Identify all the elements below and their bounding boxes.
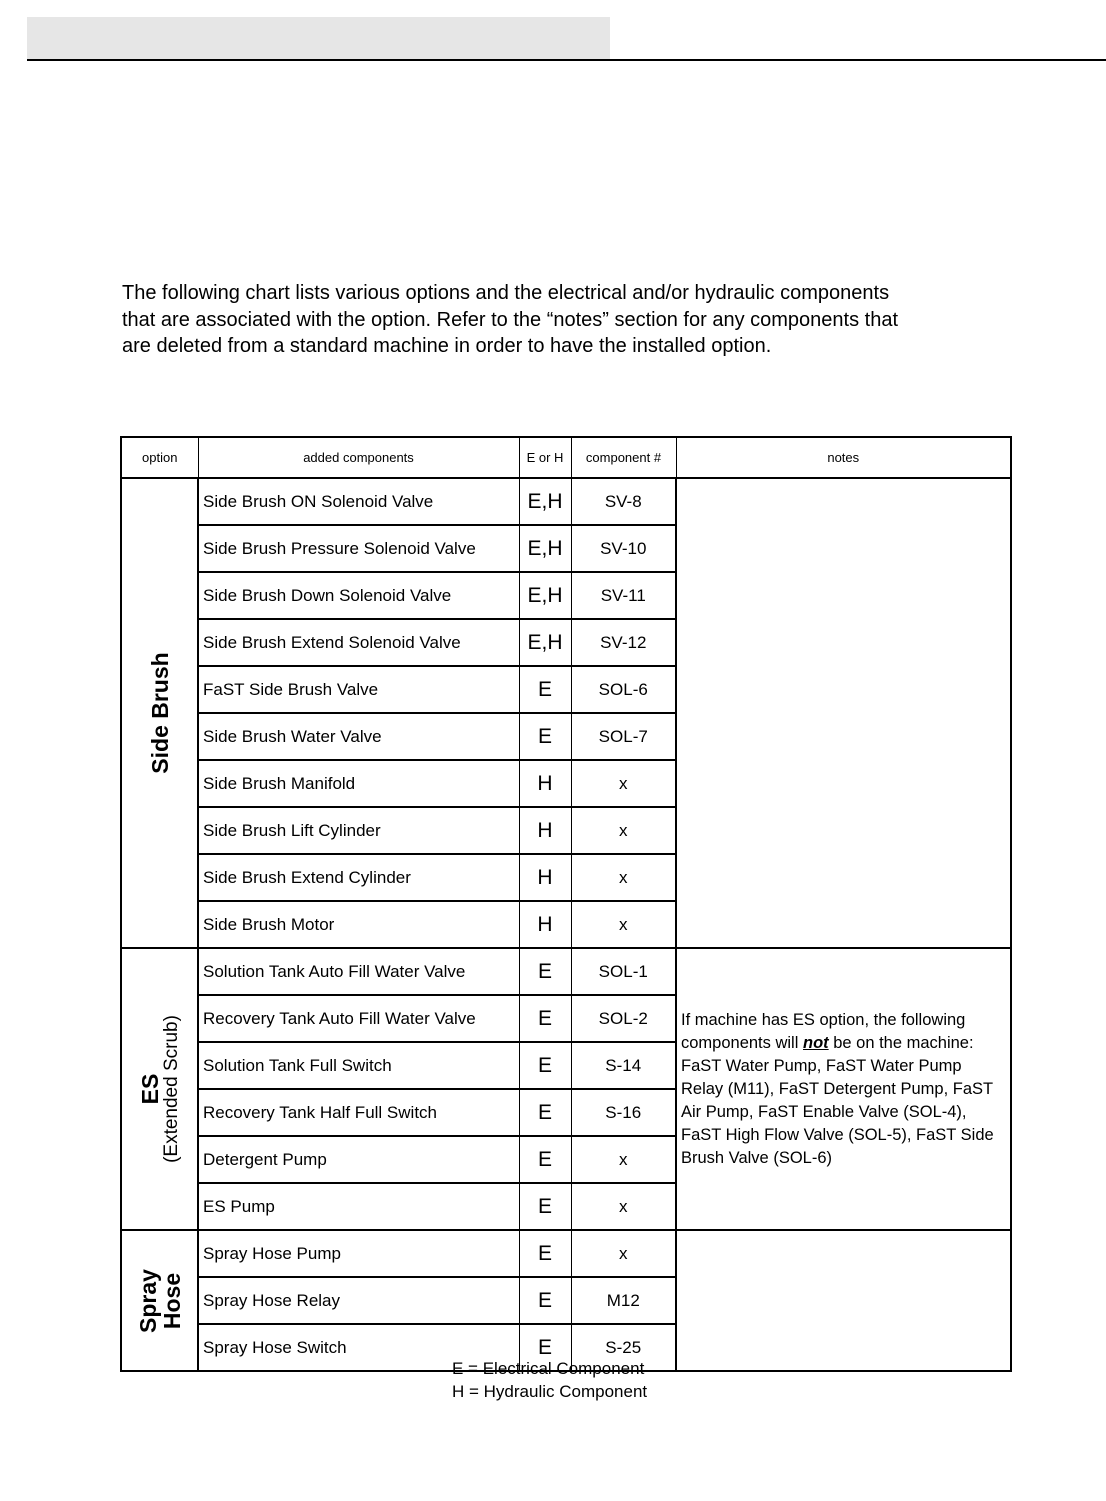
component-number: x bbox=[571, 901, 676, 948]
component-type: E bbox=[519, 948, 571, 995]
component-number: M12 bbox=[571, 1277, 676, 1324]
legend bbox=[452, 1358, 647, 1403]
component-type: E,H bbox=[519, 525, 571, 572]
header-notes: notes bbox=[676, 437, 1011, 478]
intro-line-2: that are associated with the option. Refer to the “notes” section for any components that bbox=[122, 308, 898, 331]
component-name: Side Brush Lift Cylinder bbox=[198, 807, 519, 854]
intro-paragraph bbox=[122, 280, 1022, 360]
component-name: ES Pump bbox=[198, 1183, 519, 1230]
legend-electrical: E = Electrical Component bbox=[452, 1359, 645, 1378]
component-type: E,H bbox=[519, 478, 571, 525]
component-name: Side Brush Extend Cylinder bbox=[198, 854, 519, 901]
component-number: S-25 bbox=[571, 1324, 676, 1371]
component-number: SOL-6 bbox=[571, 666, 676, 713]
component-name: Side Brush ON Solenoid Valve bbox=[198, 478, 519, 525]
component-type: E bbox=[519, 1277, 571, 1324]
header-added-components: added components bbox=[198, 437, 519, 478]
legend-hydraulic: H = Hydraulic Component bbox=[452, 1381, 648, 1401]
component-name: Solution Tank Full Switch bbox=[198, 1042, 519, 1089]
component-name: Solution Tank Auto Fill Water Valve bbox=[198, 948, 519, 995]
notes-emphasis: not bbox=[802, 1033, 829, 1052]
intro-line-1: The following chart lists various options and the electrical and/or hydraulic components bbox=[122, 282, 890, 304]
component-number: x bbox=[571, 1136, 676, 1183]
component-type: H bbox=[519, 854, 571, 901]
component-type: E bbox=[519, 1136, 571, 1183]
table-row bbox=[121, 948, 1011, 995]
component-name: Recovery Tank Half Full Switch bbox=[198, 1089, 519, 1136]
component-number: x bbox=[571, 1183, 676, 1230]
component-number: S-16 bbox=[571, 1089, 676, 1136]
component-name: Side Brush Motor bbox=[198, 901, 519, 948]
option-sublabel: (Extended Scrub) bbox=[160, 1015, 182, 1163]
component-type: H bbox=[519, 807, 571, 854]
table-row bbox=[121, 1230, 1011, 1277]
component-name: Recovery Tank Auto Fill Water Valve bbox=[198, 995, 519, 1042]
option-label-line-2: Hose bbox=[158, 1272, 185, 1329]
component-name: Spray Hose Switch bbox=[198, 1324, 519, 1371]
options-table bbox=[120, 436, 1012, 1372]
component-number: SV-10 bbox=[571, 525, 676, 572]
component-name: Side Brush Manifold bbox=[198, 760, 519, 807]
header-rule bbox=[27, 59, 1106, 61]
component-type: E bbox=[519, 713, 571, 760]
option-es bbox=[121, 948, 198, 1230]
notes-text-part-2: be on the machine: FaST Water Pump, FaST Water Pump Relay (M11), FaST Detergent Pump, FaST Air Pump, FaST Enable Valve (SOL-4), FaST High Flow Valve (SOL-5), FaST Side Brush Valve (SOL-6) bbox=[681, 1033, 994, 1167]
notes-es bbox=[676, 948, 1011, 1230]
option-side-brush bbox=[121, 478, 198, 948]
intro-line-3: are deleted from a standard machine in order to have the installed option. bbox=[122, 335, 772, 357]
option-label: Side Brush bbox=[146, 652, 173, 774]
component-number: x bbox=[571, 760, 676, 807]
header-option: option bbox=[121, 437, 198, 478]
component-type: E,H bbox=[519, 619, 571, 666]
component-name: Detergent Pump bbox=[198, 1136, 519, 1183]
header-bar bbox=[27, 17, 610, 60]
option-label-line-1: Spray bbox=[134, 1268, 161, 1333]
component-number: SOL-1 bbox=[571, 948, 676, 995]
component-type: E,H bbox=[519, 572, 571, 619]
component-number: x bbox=[571, 854, 676, 901]
notes-spray-hose bbox=[676, 1230, 1011, 1371]
component-type: E bbox=[519, 1089, 571, 1136]
component-name: Side Brush Water Valve bbox=[198, 713, 519, 760]
component-number: S-14 bbox=[571, 1042, 676, 1089]
component-type: E bbox=[519, 995, 571, 1042]
component-name: Side Brush Down Solenoid Valve bbox=[198, 572, 519, 619]
component-number: x bbox=[571, 807, 676, 854]
component-name: Spray Hose Pump bbox=[198, 1230, 519, 1277]
component-number: SV-8 bbox=[571, 478, 676, 525]
component-number: x bbox=[571, 1230, 676, 1277]
component-type: E bbox=[519, 1042, 571, 1089]
component-name: FaST Side Brush Valve bbox=[198, 666, 519, 713]
option-label: ES bbox=[136, 1073, 163, 1105]
component-name: Side Brush Extend Solenoid Valve bbox=[198, 619, 519, 666]
component-number: SOL-7 bbox=[571, 713, 676, 760]
component-type: E bbox=[519, 1230, 571, 1277]
table-row bbox=[121, 478, 1011, 525]
table-header-row bbox=[121, 437, 1011, 478]
header-e-or-h: E or H bbox=[519, 437, 571, 478]
component-type: E bbox=[519, 1183, 571, 1230]
notes-side-brush bbox=[676, 478, 1011, 948]
header-component-number: component # bbox=[571, 437, 676, 478]
notes-text-part-1: If machine has ES option, the following components will bbox=[681, 1010, 966, 1052]
component-type: E bbox=[519, 1324, 571, 1371]
component-type: H bbox=[519, 901, 571, 948]
component-type: E bbox=[519, 666, 571, 713]
component-number: SV-11 bbox=[571, 572, 676, 619]
component-name: Spray Hose Relay bbox=[198, 1277, 519, 1324]
component-number: SV-12 bbox=[571, 619, 676, 666]
option-spray-hose bbox=[121, 1230, 198, 1371]
component-name: Side Brush Pressure Solenoid Valve bbox=[198, 525, 519, 572]
component-number: SOL-2 bbox=[571, 995, 676, 1042]
component-type: H bbox=[519, 760, 571, 807]
